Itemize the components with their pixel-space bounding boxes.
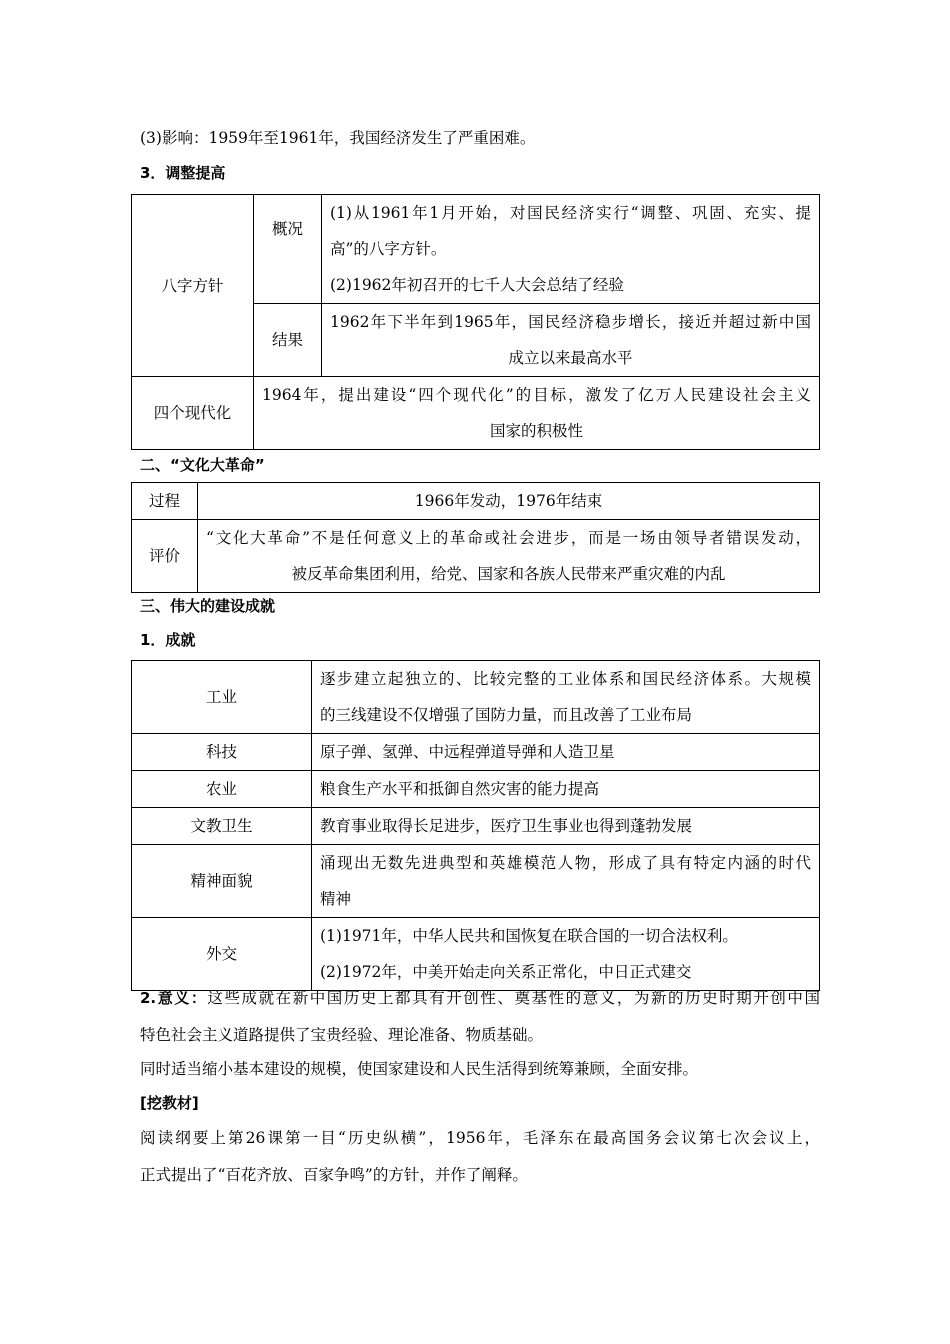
process-content: 1966年发动，1976年结束 (198, 483, 820, 520)
diplo-line: (2)1972年，中美开始走向关系正常化，中日正式建交 (320, 963, 692, 981)
section-heading-culture: 二、“文化大革命” (140, 456, 265, 474)
culture-table (131, 482, 820, 593)
edu-label: 文教卫生 (132, 808, 312, 845)
spirit-label: 精神面貌 (132, 845, 312, 918)
gaikuang-line: 高”的八字方针。 (330, 240, 447, 258)
industry-line: 的三线建设不仅增强了国防力量，而且改善了工业布局 (320, 706, 693, 724)
meaning-line-2: 特色社会主义道路提供了宝贵经验、理论准备、物质基础。 (140, 1026, 544, 1044)
spirit-line: 涌现出无数先进典型和英雄模范人物，形成了具有特定内涵的时代 (320, 854, 811, 872)
edu-content: 教育事业取得长足进步，医疗卫生事业也得到蓬勃发展 (312, 808, 820, 845)
gaikuang-line: (1)从1961年1月开始，对国民经济实行“调整、巩固、充实、提 (330, 204, 811, 222)
spirit-content (312, 845, 820, 918)
diplo-label: 外交 (132, 918, 312, 991)
meaning-paragraph (140, 980, 820, 1054)
diplo-line: (1)1971年，中华人民共和国恢复在联合国的一切合法权利。 (320, 927, 738, 945)
result-content (322, 304, 820, 377)
dig-paragraph (140, 1120, 820, 1194)
adjustment-table (131, 194, 820, 450)
spirit-line: 精神 (320, 890, 352, 908)
dig-line: 正式提出了“百花齐放、百家争鸣”的方针，并作了阐释。 (140, 1166, 528, 1184)
agri-label: 农业 (132, 771, 312, 808)
tech-label: 科技 (132, 734, 312, 771)
achievements-table (131, 660, 820, 991)
eval-label: 评价 (132, 520, 198, 593)
meaning-label: 2.意义： (140, 989, 208, 1007)
result-line: 1962年下半年到1965年，国民经济稳步增长，接近并超过新中国 (330, 313, 811, 331)
eval-line: 被反革命集团利用，给党、国家和各族人民带来严重灾难的内乱 (291, 565, 726, 583)
gaikuang-label: 概况 (254, 195, 322, 304)
modern-content (254, 377, 820, 450)
modern-label: 四个现代化 (132, 377, 254, 450)
impact-paragraph: (3)影响：1959年至1961年，我国经济发生了严重困难。 (140, 129, 536, 147)
result-line: 成立以来最高水平 (508, 349, 633, 367)
meaning-text: 这些成就在新中国历史上都具有开创性、奠基性的意义，为新的历史时期开创中国 (207, 989, 820, 1007)
result-label: 结果 (254, 304, 322, 377)
agri-content: 粮食生产水平和抵御自然灾害的能力提高 (312, 771, 820, 808)
section-heading-adjust: 3．调整提高 (140, 164, 226, 182)
industry-line: 逐步建立起独立的、比较完整的工业体系和国民经济体系。大规模 (320, 670, 811, 688)
gaikuang-content (322, 195, 820, 304)
subheading-achievements: 1．成就 (140, 631, 196, 649)
dig-heading: [挖教材] (140, 1094, 199, 1112)
eval-content (198, 520, 820, 593)
bazi-label: 八字方针 (132, 195, 254, 377)
modern-line: 1964年，提出建设“四个现代化”的目标，激发了亿万人民建设社会主义 (262, 386, 811, 404)
meaning-line-1 (140, 980, 820, 1017)
industry-content (312, 661, 820, 734)
industry-label: 工业 (132, 661, 312, 734)
eval-line: “文化大革命”不是任何意义上的革命或社会进步，而是一场由领导者错误发动， (206, 529, 811, 547)
section-heading-achievements: 三、伟大的建设成就 (140, 597, 276, 615)
modern-line: 国家的积极性 (489, 422, 583, 440)
process-label: 过程 (132, 483, 198, 520)
gaikuang-line: (2)1962年初召开的七千人大会总结了经验 (330, 276, 624, 294)
dig-line: 阅读纲要上第26课第一目“历史纵横”，1956年，毛泽东在最高国务会议第七次会议上， (140, 1129, 820, 1147)
scale-paragraph: 同时适当缩小基本建设的规模，使国家建设和人民生活得到统筹兼顾，全面安排。 (140, 1060, 699, 1078)
tech-content: 原子弹、氢弹、中远程弹道导弹和人造卫星 (312, 734, 820, 771)
